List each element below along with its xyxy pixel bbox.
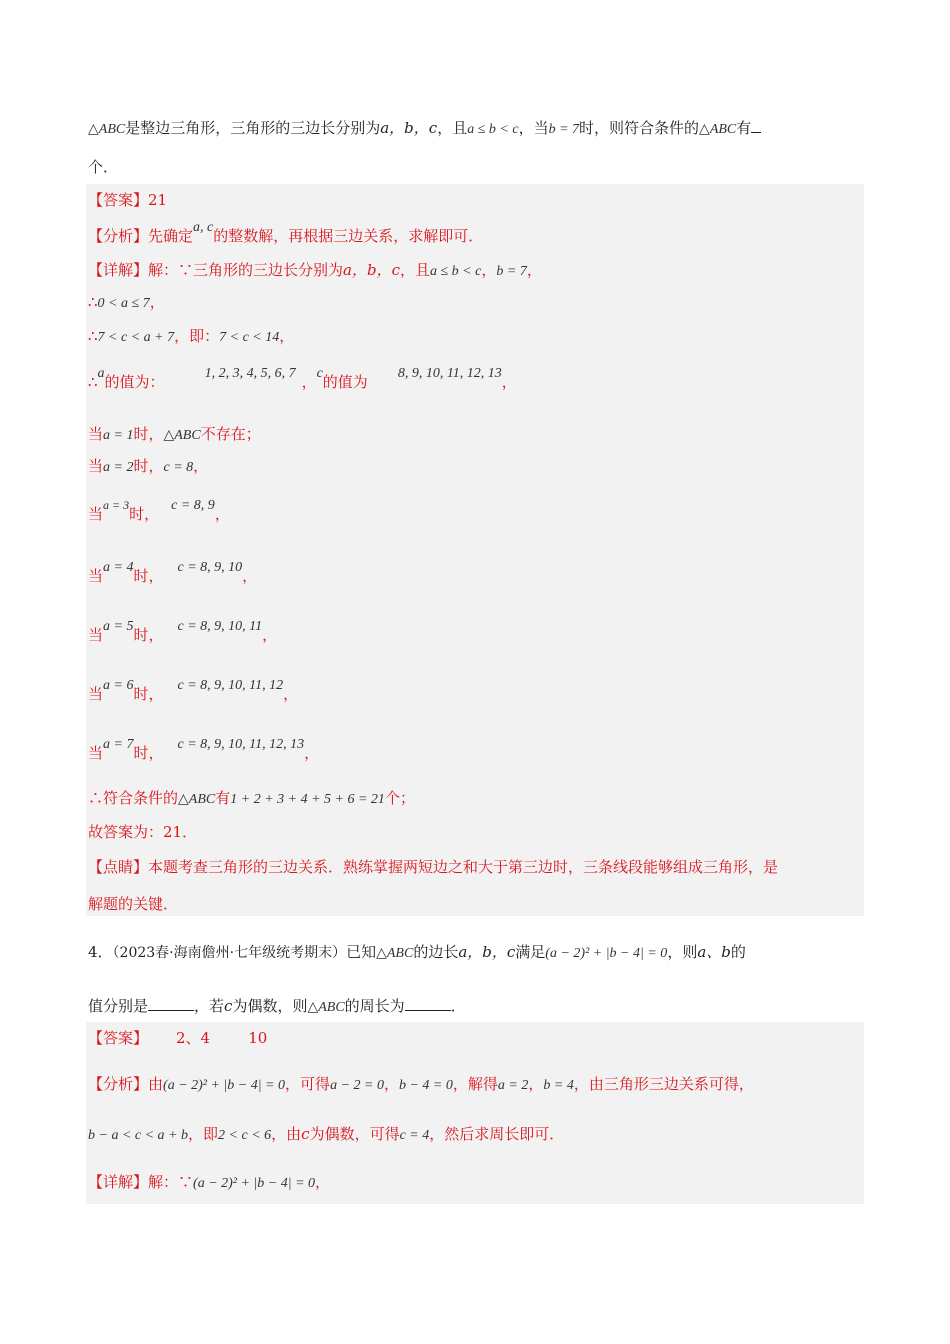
answer-label: 【答案】: [88, 191, 149, 209]
math-condition: a ≤ b < c: [430, 264, 482, 279]
answer-blank: [405, 996, 451, 1011]
q4-text: ，则: [667, 943, 698, 961]
case-text: 当: [88, 567, 104, 585]
math-sum: 1 + 2 + 3 + 4 + 5 + 6 = 21: [230, 792, 385, 807]
analysis-text: 的整数解，再根据三边关系，求解即可．: [213, 227, 484, 245]
detail-text: ，: [481, 261, 497, 279]
q4-text: 为偶数，则: [232, 997, 308, 1015]
q4-text: 满足: [515, 943, 546, 961]
math-case-c: c = 8, 9: [171, 498, 215, 513]
math-case-a: a = 3: [103, 498, 130, 512]
q4-text: 值分别是: [88, 997, 149, 1015]
q3-text: 是整边三角形，三角形的三边长分别为: [125, 119, 381, 137]
detail-text: ，: [315, 1173, 331, 1191]
q4-text: ．: [450, 997, 466, 1015]
math-case-c: c = 8: [163, 460, 194, 475]
case-text: 当: [88, 685, 104, 703]
case-a4: [88, 560, 258, 588]
analysis-text: ，: [528, 1075, 544, 1093]
detail-text: 解：∵三角形的三边长分别为: [148, 261, 344, 279]
math-case-a: a = 1: [103, 428, 134, 443]
analysis-text: 先确定: [148, 227, 194, 245]
summary-text: 有: [215, 789, 231, 807]
detail-text: ，且: [399, 261, 430, 279]
q4-text: ，若: [194, 997, 225, 1015]
case-a7: [88, 737, 320, 765]
math-case-a: a = 7: [103, 737, 134, 752]
q3-line-1: [88, 118, 761, 140]
analysis-text: 由: [148, 1075, 164, 1093]
detail-label: 【详解】: [88, 261, 149, 279]
comment-line-2: 解题的关键．: [88, 895, 179, 913]
q3-text: ，且: [437, 119, 468, 137]
math-c-values: 8, 9, 10, 11, 12, 13: [397, 366, 502, 381]
case-text: 时，: [133, 626, 164, 644]
q4-c: c: [224, 997, 233, 1015]
math-c: c: [301, 1125, 310, 1143]
summary-text: ∴符合条件的: [88, 789, 179, 807]
therefore-symbol: ∴: [88, 373, 98, 391]
q3-text: 时，则符合条件的: [579, 119, 700, 137]
case-a1: [88, 424, 261, 446]
case-text: 时，: [133, 425, 164, 443]
case-text: ，: [214, 505, 230, 523]
step-text: 的值为：: [104, 373, 165, 391]
case-text: 当: [88, 457, 104, 475]
question-number: 4．: [88, 943, 113, 961]
therefore-symbol: ∴: [88, 327, 98, 345]
question-source: （2023春·海南儋州·七年级统考期末）: [112, 945, 347, 961]
answer-blank: [148, 996, 194, 1011]
triangle-abc: △ABC: [699, 122, 737, 137]
analysis-text: ，由三角形三边关系可得，: [573, 1075, 754, 1093]
case-a3: [88, 498, 230, 526]
analysis-text: ，由: [271, 1125, 302, 1143]
math-case-c: c = 8, 9, 10, 11, 12: [177, 678, 284, 693]
math-a: a: [97, 366, 105, 381]
case-text: 当: [88, 425, 104, 443]
math-c-value: c = 4: [399, 1128, 430, 1143]
q3-text: 有: [736, 119, 752, 137]
case-text: 时，: [133, 567, 164, 585]
case-text: ，: [262, 626, 278, 644]
q3-vars: a，b，c: [380, 119, 438, 137]
q4-text: 的周长为: [344, 997, 405, 1015]
q4-text: 已知: [346, 943, 377, 961]
triangle-abc: △ABC: [178, 792, 216, 807]
case-a2: [88, 456, 208, 478]
math-b-eq: b − 4 = 0: [398, 1078, 453, 1093]
answer-line: [88, 190, 167, 210]
triangle-abc: △ABC: [307, 1000, 345, 1015]
step-2: [88, 326, 294, 348]
punct: ，: [149, 293, 165, 311]
math-equation: (a − 2)² + |b − 4| = 0: [193, 1176, 316, 1191]
analysis-text: 为偶数，可得: [309, 1125, 400, 1143]
case-text: ，: [283, 685, 299, 703]
comment-text: 本题考查三角形的三边关系．熟练掌握两短边之和大于第三边时，三条线段能够组成三角形，是: [148, 858, 779, 876]
math-a-values: 1, 2, 3, 4, 5, 6, 7: [204, 366, 296, 381]
q4-line-1: [88, 942, 746, 964]
analysis-text: ，即: [188, 1125, 219, 1143]
q4-analysis-line-2: [88, 1124, 564, 1146]
analysis-text: ，解得: [452, 1075, 498, 1093]
analysis-text: ，: [383, 1075, 399, 1093]
answer-value: 2、4 10: [176, 1029, 268, 1047]
detail-label: 【详解】: [88, 1173, 149, 1191]
q4-text: 的边长: [413, 943, 459, 961]
detail-text: 解：∵: [148, 1173, 194, 1191]
case-a6: [88, 678, 299, 706]
case-text: ，: [242, 567, 258, 585]
case-a5: [88, 619, 278, 647]
math-equation: (a − 2)² + |b − 4| = 0: [163, 1078, 286, 1093]
answer-blank: [751, 118, 761, 133]
final-answer: 故答案为：21．: [88, 823, 198, 841]
math-a-range: 0 < a ≤ 7: [97, 296, 150, 311]
math-c-range: 7 < c < a + 7: [97, 330, 175, 345]
q4-analysis-line-1: [88, 1074, 754, 1096]
math-a-value: a = 2: [497, 1078, 529, 1093]
detail-text: ，: [526, 261, 542, 279]
case-text: 不存在；: [200, 425, 261, 443]
comment-label: 【点睛】: [88, 858, 149, 876]
answer-label: 【答案】: [88, 1029, 149, 1047]
math-case-c: c = 8, 9, 10: [177, 560, 243, 575]
step-3: [88, 366, 517, 394]
math-case-a: a = 6: [103, 678, 134, 693]
q3-b-value: b = 7: [548, 122, 580, 137]
q4-ab: a、b: [697, 943, 731, 961]
punct: ，: [501, 373, 517, 391]
case-text: 当: [88, 626, 104, 644]
math-case-a: a = 2: [103, 460, 134, 475]
case-text: 时，: [133, 457, 164, 475]
summary-text: 个；: [384, 789, 415, 807]
math-case-c: c = 8, 9, 10, 11, 12, 13: [177, 737, 305, 752]
punct: ，: [279, 327, 295, 345]
q3-line-2: 个．: [88, 158, 119, 176]
case-text: 时，: [133, 685, 164, 703]
therefore-symbol: ∴: [88, 293, 98, 311]
analysis-text: ，然后求周长即可．: [429, 1125, 565, 1143]
answer-value: 21: [148, 191, 168, 209]
step-1: [88, 292, 165, 314]
math-b-value: b = 4: [543, 1078, 574, 1093]
analysis-line: [88, 220, 484, 248]
q4-line-2: [88, 996, 466, 1018]
math-c-range-2: 7 < c < 14: [219, 330, 280, 345]
q4-answer-line: [88, 1028, 267, 1048]
q4-text: 的: [730, 943, 746, 961]
detail-vars: a，b，c: [343, 261, 400, 279]
math-c-range: 2 < c < 6: [218, 1128, 272, 1143]
case-text: 当: [88, 744, 104, 762]
case-text: ，: [193, 457, 209, 475]
q3-text: ，当: [518, 119, 549, 137]
q3-condition: a ≤ b < c: [467, 122, 519, 137]
step-text: 的值为: [322, 373, 368, 391]
math-case-a: a = 5: [103, 619, 134, 634]
analysis-label: 【分析】: [88, 227, 149, 245]
detail-line: [88, 260, 542, 282]
analysis-text: ，可得: [285, 1075, 331, 1093]
triangle-abc: △ABC: [88, 122, 126, 137]
math-ac: a, c: [193, 220, 214, 235]
math-case-a: a = 4: [103, 560, 134, 575]
math-c: c: [316, 366, 323, 381]
case-text: 时，: [133, 744, 164, 762]
case-text: ，: [304, 744, 320, 762]
step-text: ，即：: [174, 327, 220, 345]
math-triangle-inequality: b − a < c < a + b: [88, 1128, 189, 1143]
math-b7: b = 7: [496, 264, 527, 279]
comment-line-1: [88, 857, 778, 877]
math-equation: (a − 2)² + |b − 4| = 0: [545, 946, 668, 961]
summary-line: [88, 788, 415, 810]
case-text: 时，: [129, 505, 160, 523]
q4-detail-line: [88, 1172, 330, 1194]
punct: ，: [301, 373, 317, 391]
triangle-abc: △ABC: [376, 946, 414, 961]
analysis-label: 【分析】: [88, 1075, 149, 1093]
case-text: 当: [88, 505, 104, 523]
math-a-eq: a − 2 = 0: [330, 1078, 384, 1093]
math-case-c: c = 8, 9, 10, 11: [177, 619, 263, 634]
q4-vars: a，b，c: [458, 943, 516, 961]
triangle-abc: △ABC: [163, 428, 201, 443]
